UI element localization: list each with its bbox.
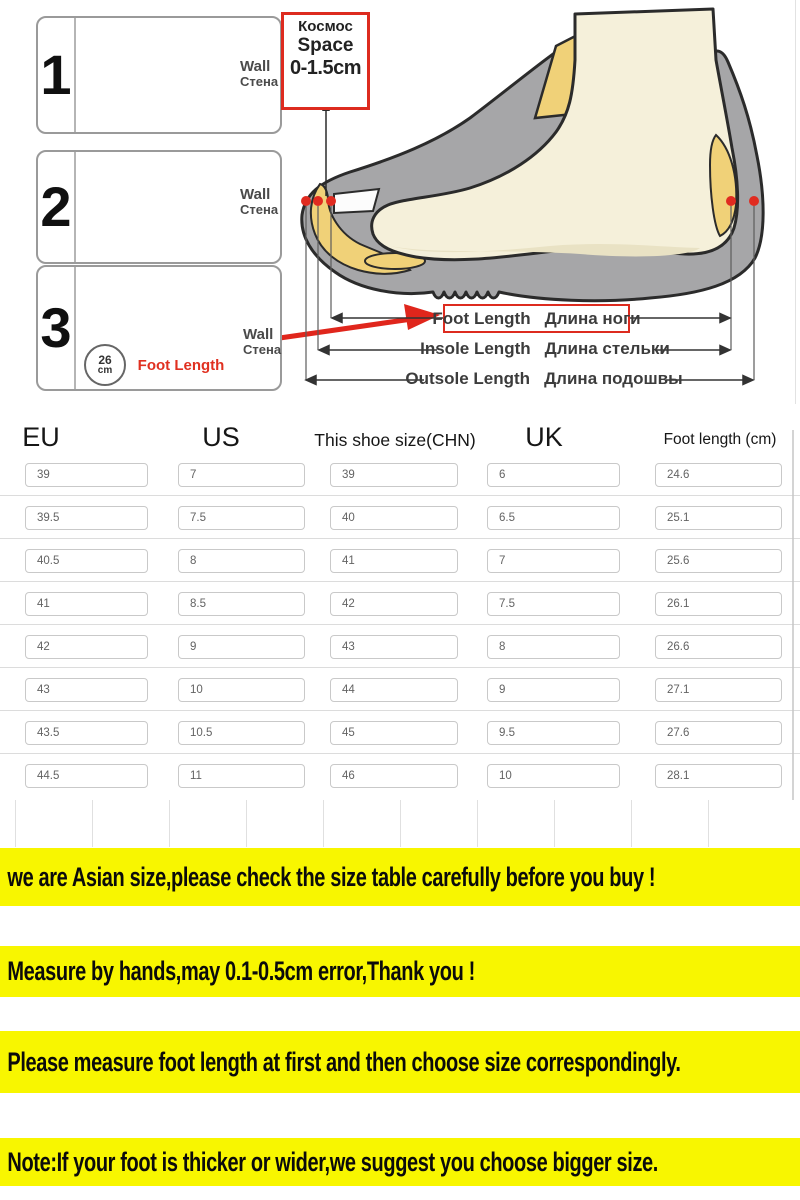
size-cell: 42	[25, 635, 148, 659]
insole-length-measure-label	[420, 339, 670, 359]
size-cell: 9	[178, 635, 305, 659]
step1-number-col	[38, 18, 76, 132]
column-header-eu: EU	[22, 422, 60, 452]
measure-en: Foot Length	[432, 308, 531, 328]
size-cell: 27.6	[655, 721, 782, 745]
size-cell: 8	[487, 635, 620, 659]
size-cell: 45	[330, 721, 458, 745]
size-cell: 39.5	[25, 506, 148, 530]
table-row	[0, 678, 800, 704]
size-cell: 25.1	[655, 506, 782, 530]
wall-text-en: Wall	[240, 58, 271, 75]
size-cell: 25.6	[655, 549, 782, 573]
table-row	[0, 549, 800, 575]
column-header-chn: This shoe size(CHN)	[314, 430, 476, 450]
wall-text-en: Wall	[240, 186, 271, 203]
size-cell: 7.5	[178, 506, 305, 530]
table-row	[0, 721, 800, 747]
table-scroll-track	[792, 430, 794, 800]
table-row	[0, 635, 800, 661]
step3-number-col	[38, 267, 76, 389]
size-cell: 10	[487, 764, 620, 788]
notice-bigger-size	[0, 1138, 800, 1186]
size-cell: 28.1	[655, 764, 782, 788]
step3-wall-label	[243, 326, 281, 358]
row-divider	[0, 710, 800, 711]
outsole-length-measure-label	[405, 369, 683, 389]
row-divider	[0, 624, 800, 625]
size-cell: 8	[178, 549, 305, 573]
shoe-cross-section-illustration	[302, 9, 763, 301]
size-cell: 44.5	[25, 764, 148, 788]
notice-text: Please measure foot length at first and then choose size correspondingly.	[7, 1046, 681, 1077]
size-cell: 27.1	[655, 678, 782, 702]
row-divider	[0, 667, 800, 668]
size-cell: 46	[330, 764, 458, 788]
wall-text-ru: Стена	[243, 342, 282, 358]
space-label-en: Space	[297, 35, 354, 56]
row-divider	[0, 538, 800, 539]
size-cell: 26.6	[655, 635, 782, 659]
wall-text-en: Wall	[243, 326, 274, 343]
size-cell: 10	[178, 678, 305, 702]
size-cell: 10.5	[178, 721, 305, 745]
step2-number-col	[38, 152, 76, 262]
size-cell: 24.6	[655, 463, 782, 487]
size-cell: 44	[330, 678, 458, 702]
size-cell: 40	[330, 506, 458, 530]
size-cell: 11	[178, 764, 305, 788]
size-cell: 41	[330, 549, 458, 573]
size-cell: 9.5	[487, 721, 620, 745]
measure-ru: Длина стельки	[544, 339, 670, 358]
step3-number: 3	[40, 296, 72, 359]
size-cell: 43.5	[25, 721, 148, 745]
size-cell: 6.5	[487, 506, 620, 530]
size-cell: 42	[330, 592, 458, 616]
toe-cap	[334, 189, 379, 213]
notice-measure-first	[0, 1031, 800, 1093]
space-label-ru: Космос	[298, 18, 353, 35]
size-cell: 40.5	[25, 549, 148, 573]
size-cell: 7	[178, 463, 305, 487]
ruler-unit: cm	[97, 365, 113, 376]
notice-text: we are Asian size,please check the size table carefully before you buy !	[7, 861, 656, 892]
notice-asian-size	[0, 848, 800, 906]
column-header-us: US	[202, 422, 240, 452]
table-row	[0, 764, 800, 790]
step2-wall-label	[240, 186, 278, 218]
size-cell: 43	[330, 635, 458, 659]
wall-text-ru: Стена	[240, 74, 279, 90]
row-divider	[0, 753, 800, 754]
step3-foot-length-label: Foot Length	[137, 357, 225, 374]
measure-en: Insole Length	[420, 339, 531, 358]
step1-number: 1	[40, 43, 72, 106]
size-cell: 43	[25, 678, 148, 702]
size-cell: 6	[487, 463, 620, 487]
column-header-uk: UK	[525, 422, 563, 452]
row-divider	[0, 581, 800, 582]
wall-text-ru: Стена	[240, 202, 279, 218]
table-row	[0, 592, 800, 618]
size-cell: 8.5	[178, 592, 305, 616]
row-divider	[0, 495, 800, 496]
space-callout-box	[281, 12, 370, 110]
table-row	[0, 506, 800, 532]
size-cell: 9	[487, 678, 620, 702]
empty-grid-strip	[0, 800, 800, 847]
column-header-footlength: Foot length (cm)	[663, 431, 777, 448]
size-cell: 26.1	[655, 592, 782, 616]
size-cell: 39	[25, 463, 148, 487]
step1-wall-label	[240, 58, 278, 90]
size-cell: 41	[25, 592, 148, 616]
step2-number: 2	[40, 175, 72, 238]
ruler-value: 26	[98, 353, 112, 367]
space-value: 0-1.5cm	[290, 57, 361, 79]
size-table	[0, 404, 800, 800]
measure-en: Outsole Length	[405, 369, 531, 388]
size-cell: 7.5	[487, 592, 620, 616]
notice-text: Measure by hands,may 0.1-0.5cm error,Thank you !	[7, 956, 475, 986]
measure-ru: Длина ноги	[544, 308, 641, 328]
size-cell: 7	[487, 549, 620, 573]
notice-measure-error	[0, 946, 800, 997]
ruler-value-badge	[84, 344, 126, 386]
size-cell: 39	[330, 463, 458, 487]
foot-length-measure-label	[432, 304, 641, 333]
notice-text: Note:If your foot is thicker or wider,we suggest you choose bigger size.	[7, 1146, 658, 1177]
table-row	[0, 463, 800, 489]
measure-ru: Длина подошвы	[544, 369, 683, 388]
